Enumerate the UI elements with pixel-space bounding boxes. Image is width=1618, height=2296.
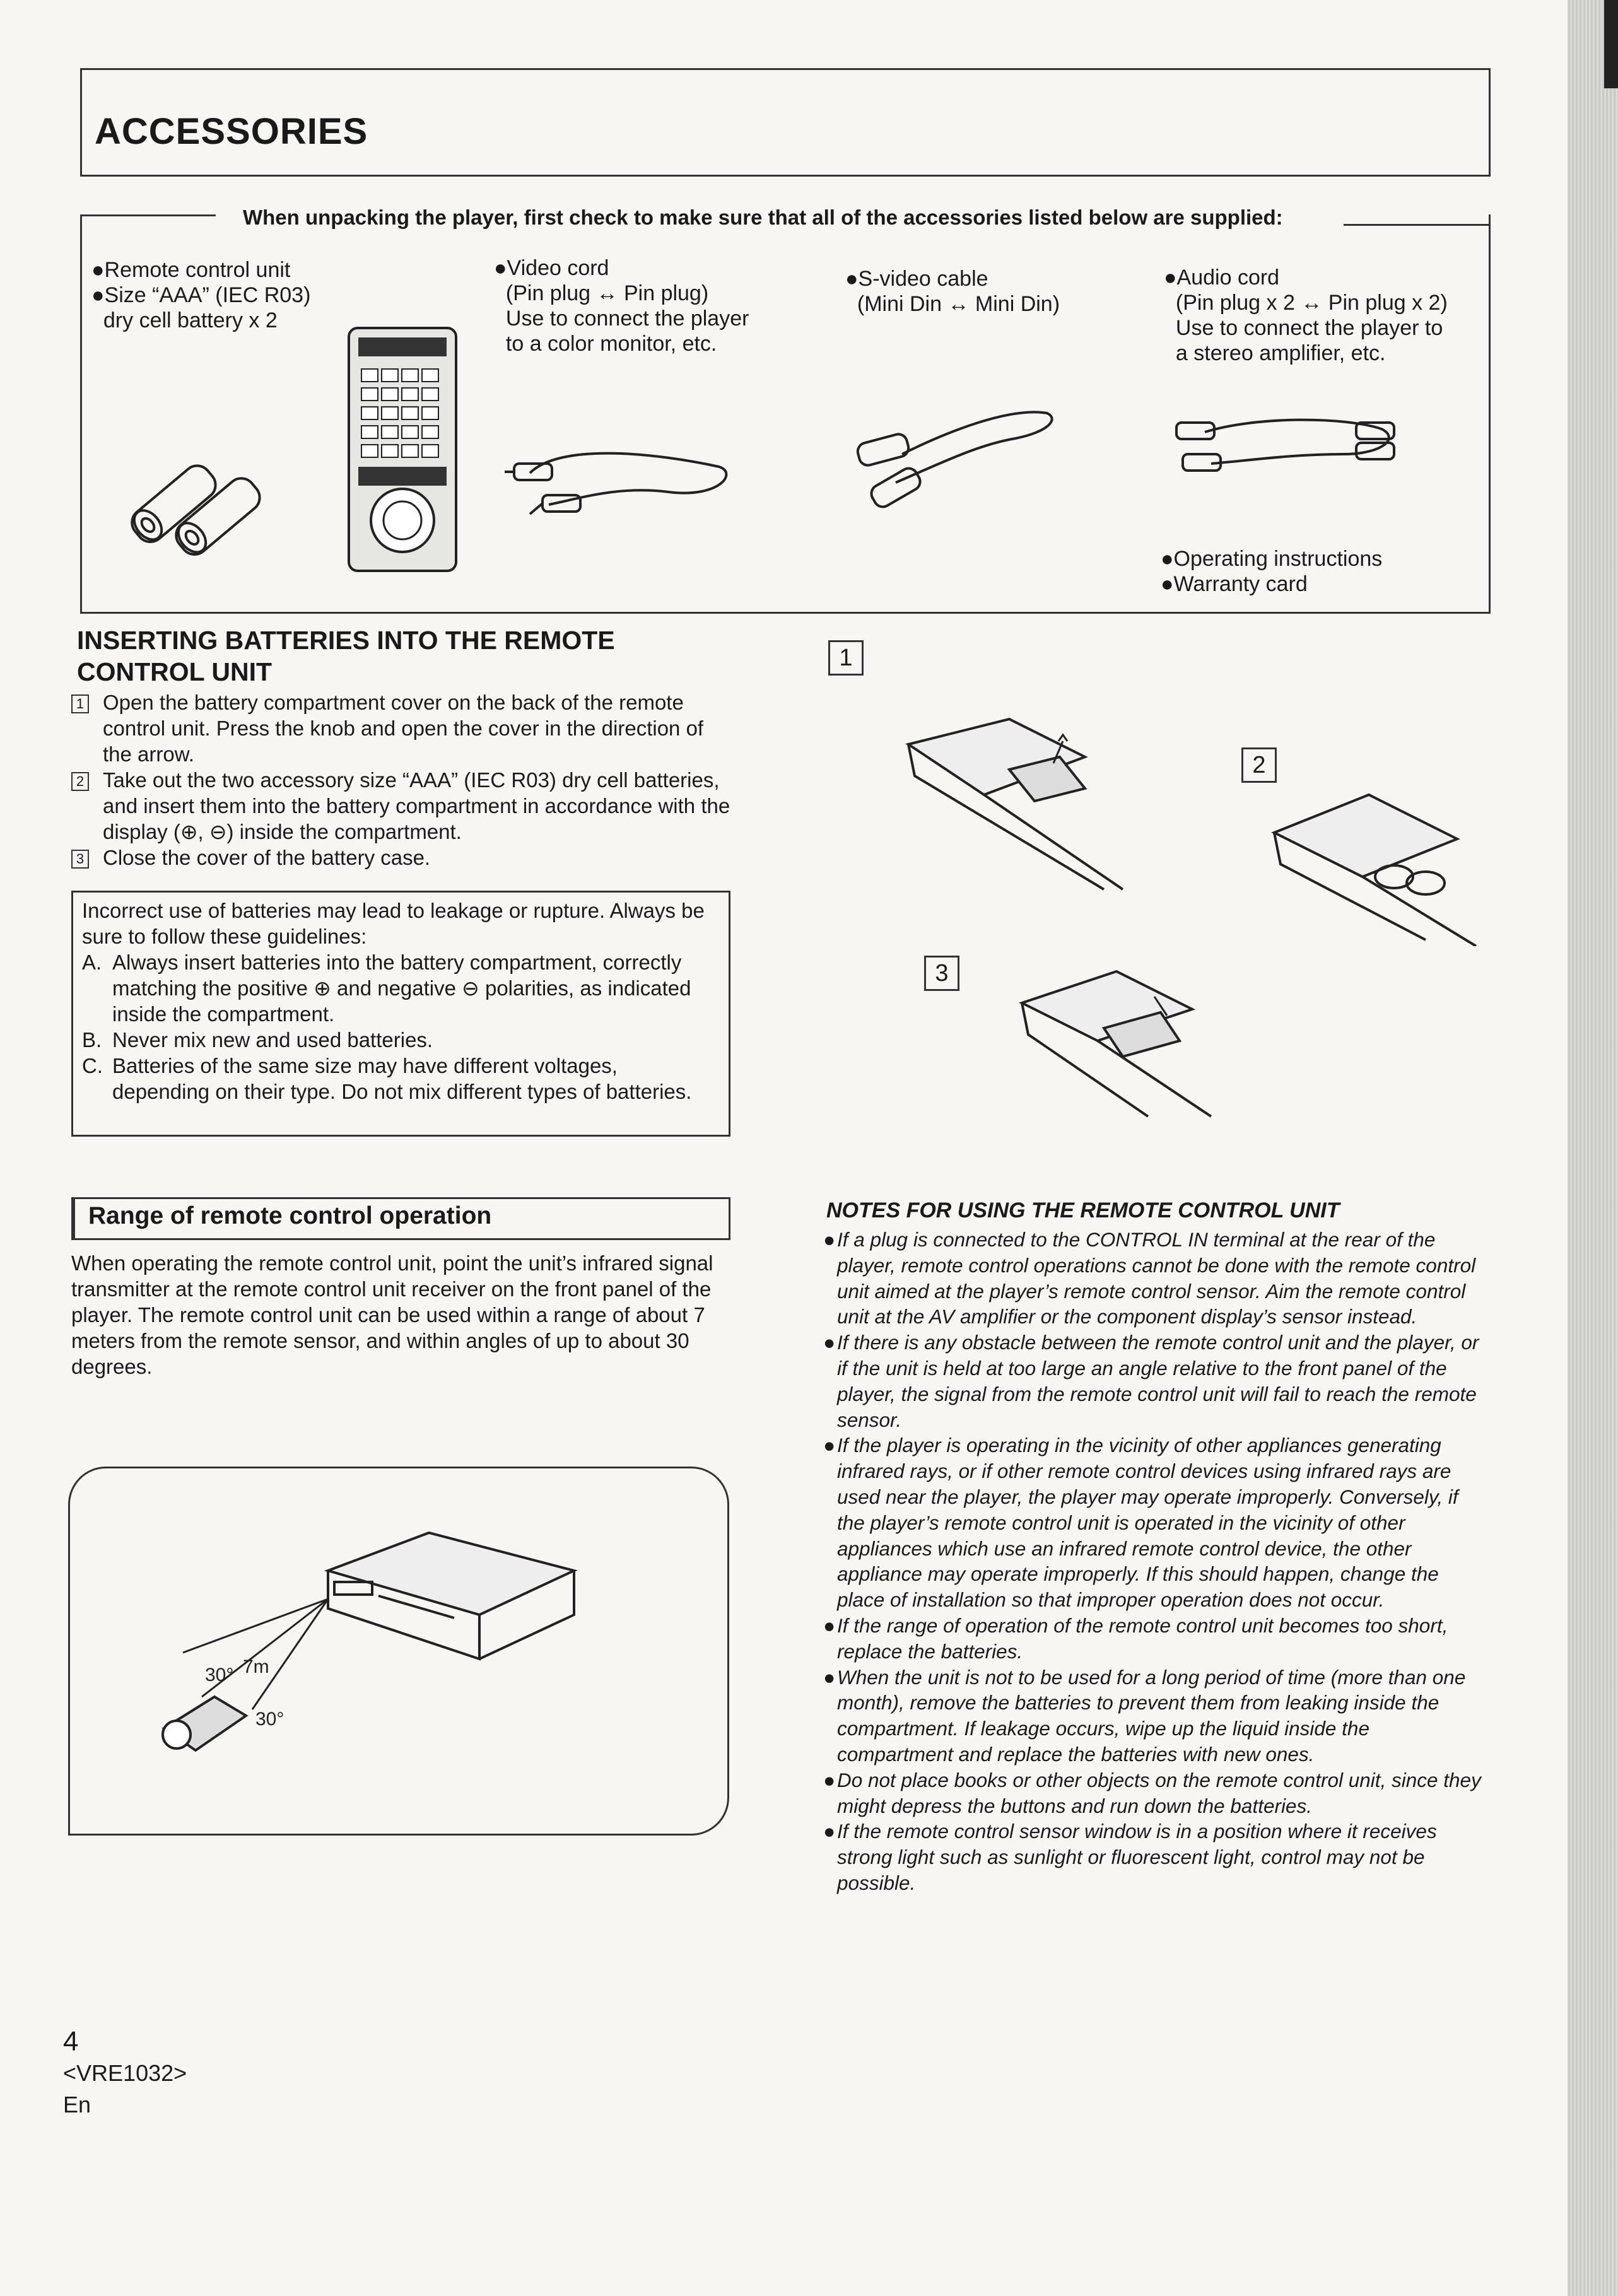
step-number-badge: [71, 767, 103, 845]
warning-letter-c: C.: [82, 1054, 103, 1077]
step-number-2: 2: [71, 772, 89, 791]
video-cord-illustration: [505, 429, 744, 530]
warning-text-a: Always insert batteries into the battery compartment, correctly matching the positive ⊕ and negative ⊖ polarities, as indicated inside the compartment.: [112, 951, 691, 1026]
range-description: When operating the remote control unit, point the unit’s infrared signal transmitter at the remote control unit receiver on the front panel of the player. The remote control unit can be used within a range of about 7 meters from the remote sensor, and within angles of up to about 30 degrees.: [71, 1251, 713, 1378]
note-item-6: [823, 1767, 1486, 1819]
battery-warning-intro: Incorrect use of batteries may lead to leakage or rupture. Always be sure to follow these guidelines:: [82, 899, 705, 948]
note-text-7: If the remote control sensor window is in a position where it receives strong light such as sunlight or fluorescent light, control may not be possible.: [837, 1820, 1437, 1894]
bullet-icon: ●: [823, 1665, 836, 1689]
accessory-svideo-cable-label: ●S-video cable (Mini Din ↔ Mini Din): [845, 267, 1060, 316]
document-code: <VRE1032>: [63, 2060, 187, 2086]
note-item-7: [823, 1819, 1486, 1895]
step-number-1: 1: [71, 694, 89, 713]
battery-warning-c: [82, 1053, 720, 1104]
battery-step-3-text: Close the cover of the battery case.: [103, 846, 431, 869]
page-number: 4: [63, 2026, 79, 2057]
note-item-1: [823, 1227, 1486, 1330]
language-code: En: [63, 2092, 91, 2117]
note-text-1: If a plug is connected to the CONTROL IN terminal at the rear of the player, remote control operations cannot be done with the remote control unit aimed at the player’s remote control sensor. Aim the remote control unit at the AV amplifier or the component display’s sensor instead.: [837, 1228, 1476, 1328]
battery-cover-close-illustration: [1009, 959, 1236, 1123]
step-number-badge: [71, 845, 103, 870]
note-text-6: Do not place books or other objects on the remote control unit, since they might depress the buttons and run down the batteries.: [837, 1768, 1481, 1817]
audio-cord-illustration: [1167, 404, 1407, 479]
note-text-5: When the unit is not to be used for a long period of time (more than one month), remove the batteries to prevent them from leaking inside the compartment. If leakage occurs, wipe up the liquid inside the compartment and replace the batteries with new ones.: [837, 1665, 1466, 1766]
range-diagram-illustration: [126, 1508, 580, 1785]
bullet-icon: ●: [823, 1331, 836, 1354]
warning-text-c: Batteries of the same size may have different voltages, depending on their type. Do not mix different types of batteries.: [112, 1054, 692, 1103]
warning-letter-b: B.: [82, 1028, 102, 1051]
battery-warning-box: [71, 891, 730, 1137]
note-item-5: [823, 1665, 1486, 1767]
accessories-intro: When unpacking the player, first check to make sure that all of the accessories listed below are supplied:: [243, 206, 1283, 229]
step-number-3: 3: [71, 850, 89, 869]
note-item-3: [823, 1432, 1486, 1613]
notes-section-title: NOTES FOR USING THE REMOTE CONTROL UNIT: [826, 1198, 1340, 1222]
bullet-icon: ●: [823, 1768, 836, 1791]
battery-step-1: [71, 689, 734, 767]
range-distance-label: 7m: [243, 1656, 269, 1677]
warning-text-b: Never mix new and used batteries.: [112, 1028, 433, 1051]
warning-letter-a: A.: [82, 951, 102, 974]
battery-pair-illustration: [114, 435, 278, 561]
battery-step-2: [71, 767, 734, 845]
battery-step-3: [71, 845, 734, 870]
page-footer: [63, 2026, 187, 2121]
battery-section-title: [77, 624, 739, 688]
note-text-3: If the player is operating in the vicinity of other appliances generating infrared rays, or if other remote control devices using infrared rays are used near the player, the player may operate improperly. Conversely, if the player’s remote control unit is operated in the vicinity of other appliances which use an infrared remote control device, the other appliance may operate improperly. If this should happen, change the place of installation so that improper operation does not occur.: [837, 1434, 1458, 1612]
note-text-4: If the range of operation of the remote control unit becomes too short, replace the batteries.: [837, 1614, 1448, 1663]
battery-insert-illustration: [1268, 782, 1482, 946]
battery-section-title-line2: CONTROL UNIT: [77, 657, 273, 686]
bullet-icon: ●: [823, 1228, 836, 1251]
note-item-4: [823, 1613, 1486, 1665]
notes-list: [823, 1227, 1486, 1896]
battery-warning-b: [82, 1027, 720, 1053]
figure-label-2: 2: [1241, 747, 1277, 783]
range-angle-label-1: 30°: [205, 1665, 234, 1685]
step-number-badge: [71, 689, 103, 767]
note-text-2: If there is any obstacle between the remote control unit and the player, or if the unit is held at too large an angle relative to the front panel of the player, the signal from the remote control unit will fail to reach the remote sensor.: [837, 1331, 1479, 1431]
figure-label-1: 1: [828, 640, 864, 676]
battery-cover-open-illustration: [896, 706, 1148, 896]
bullet-icon: ●: [823, 1434, 836, 1457]
accessory-remote-battery-label: ●Remote control unit ●Size “AAA” (IEC R03) dry cell battery x 2: [91, 258, 311, 332]
remote-control-illustration: [346, 325, 459, 574]
battery-section-title-line1: INSERTING BATTERIES INTO THE REMOTE: [77, 626, 615, 655]
page-edge-shadow: [1568, 0, 1618, 2296]
accessory-documents-label: ●Operating instructions ●Warranty card: [1161, 547, 1383, 596]
bullet-icon: ●: [823, 1820, 836, 1843]
battery-step-2-text: Take out the two accessory size “AAA” (IEC R03) dry cell batteries, and insert them into the battery compartment in accordance with the display (⊕, ⊖) inside the compartment.: [103, 768, 730, 843]
battery-steps: [71, 689, 734, 870]
page-title: ACCESSORIES: [95, 111, 368, 152]
battery-step-1-text: Open the battery compartment cover on the back of the remote control unit. Press the knob and open the cover in the direction of the arrow.: [103, 691, 704, 766]
accessory-audio-cord-label: ●Audio cord (Pin plug x 2 ↔ Pin plug x 2) Use to connect the player to a stereo amplifier, etc.: [1164, 266, 1448, 365]
bullet-icon: ●: [823, 1614, 836, 1637]
svideo-cable-illustration: [845, 394, 1060, 520]
note-item-2: [823, 1330, 1486, 1432]
range-section-title: Range of remote control operation: [88, 1202, 492, 1229]
range-angle-label-2: 30°: [255, 1709, 284, 1730]
accessory-video-cord-label: ●Video cord (Pin plug ↔ Pin plug) Use to connect the player to a color monitor, etc.: [494, 256, 749, 356]
figure-label-3: 3: [924, 956, 959, 991]
battery-warning-a: [82, 949, 720, 1027]
page-edge-mark: [1604, 0, 1618, 88]
